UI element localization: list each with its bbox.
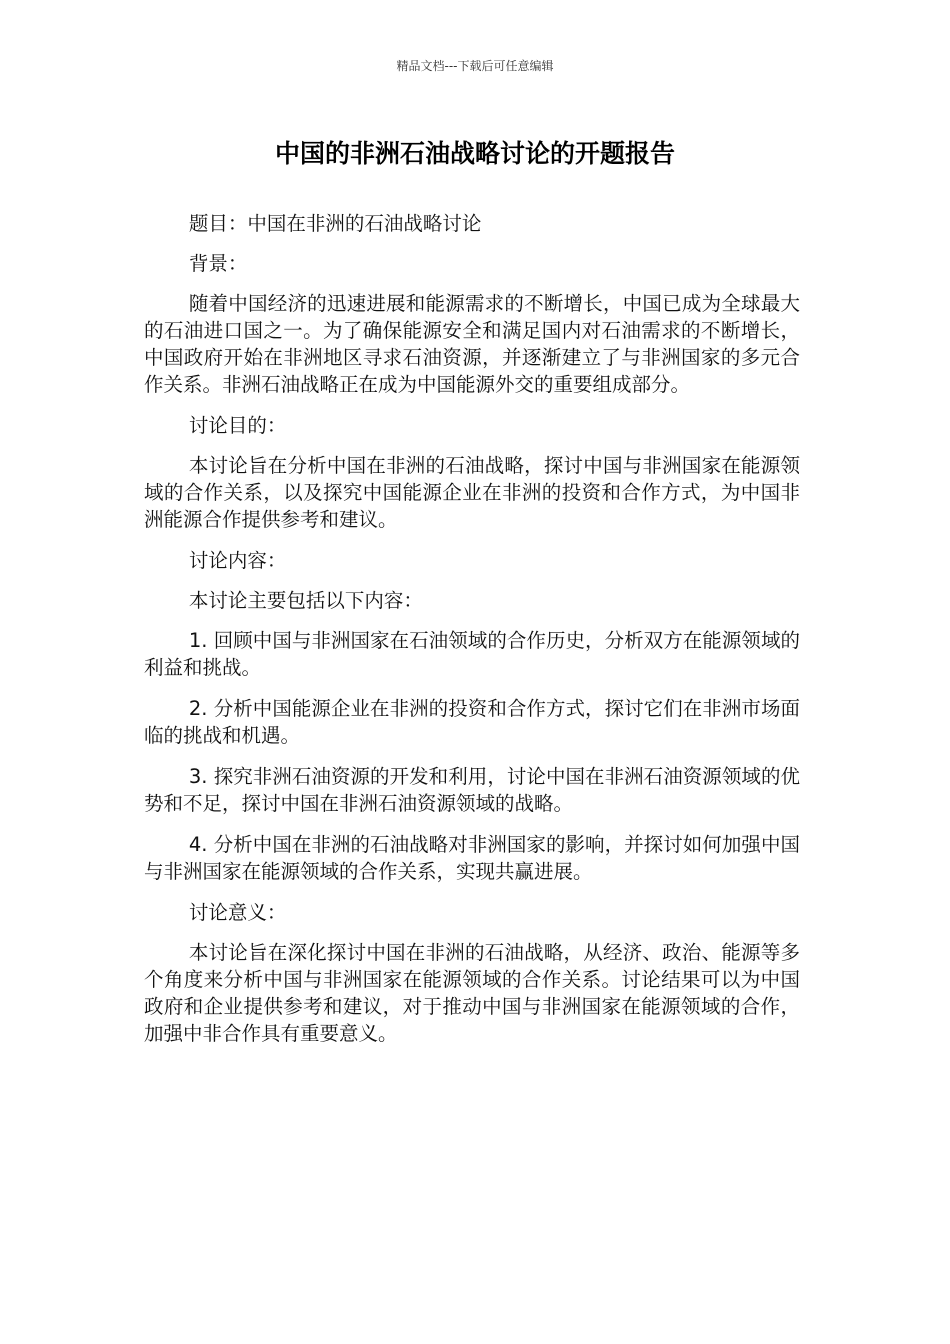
topic-line: 题目：中国在非洲的石油战略讨论 [188, 212, 482, 235]
content-intro: 本讨论主要包括以下内容： [188, 589, 423, 612]
content-item-1: 1. 回顾中国与非洲国家在石油领域的合作历史，分析双方在能源领域的利益和挑战。 [144, 629, 800, 679]
purpose-paragraph: 本讨论旨在分析中国在非洲的石油战略，探讨中国与非洲国家在能源领域的合作关系，以及探究中国能源企业在非洲的投资和合作方式，为中国非洲能源合作提供参考和建议。 [144, 454, 800, 531]
page-header-note: 精品文档---下载后可任意编辑 [396, 59, 554, 73]
content-item-4: 4. 分析中国在非洲的石油战略对非洲国家的影响，并探讨如何加强中国与非洲国家在能源领域的合作关系，实现共赢进展。 [144, 833, 800, 883]
content-item-2: 2. 分析中国能源企业在非洲的投资和合作方式，探讨它们在非洲市场面临的挑战和机遇。 [144, 697, 800, 747]
document-title: 中国的非洲石油战略讨论的开题报告 [274, 139, 675, 168]
document-body [144, 210, 800, 1061]
content-item-3: 3. 探究非洲石油资源的开发和利用，讨论中国在非洲石油资源领域的优势和不足，探讨中国在非洲石油资源领域的战略。 [144, 765, 800, 815]
background-heading: 背景： [188, 252, 248, 275]
background-paragraph: 随着中国经济的迅速进展和能源需求的不断增长，中国已成为全球最大的石油进口国之一。为了确保能源安全和满足国内对石油需求的不断增长，中国政府开始在非洲地区寻求石油资源，并逐渐建立了与非洲国家的多元合作关系。非洲石油战略正在成为中国能源外交的重要组成部分。 [144, 292, 800, 396]
significance-heading: 讨论意义： [188, 901, 287, 924]
content-heading: 讨论内容： [188, 549, 287, 572]
purpose-heading: 讨论目的： [188, 414, 287, 437]
significance-paragraph: 本讨论旨在深化探讨中国在非洲的石油战略，从经济、政治、能源等多个角度来分析中国与非洲国家在能源领域的合作关系。讨论结果可以为中国政府和企业提供参考和建议，对于推动中国与非洲国家在能源领域的合作，加强中非合作具有重要意义。 [144, 941, 800, 1045]
